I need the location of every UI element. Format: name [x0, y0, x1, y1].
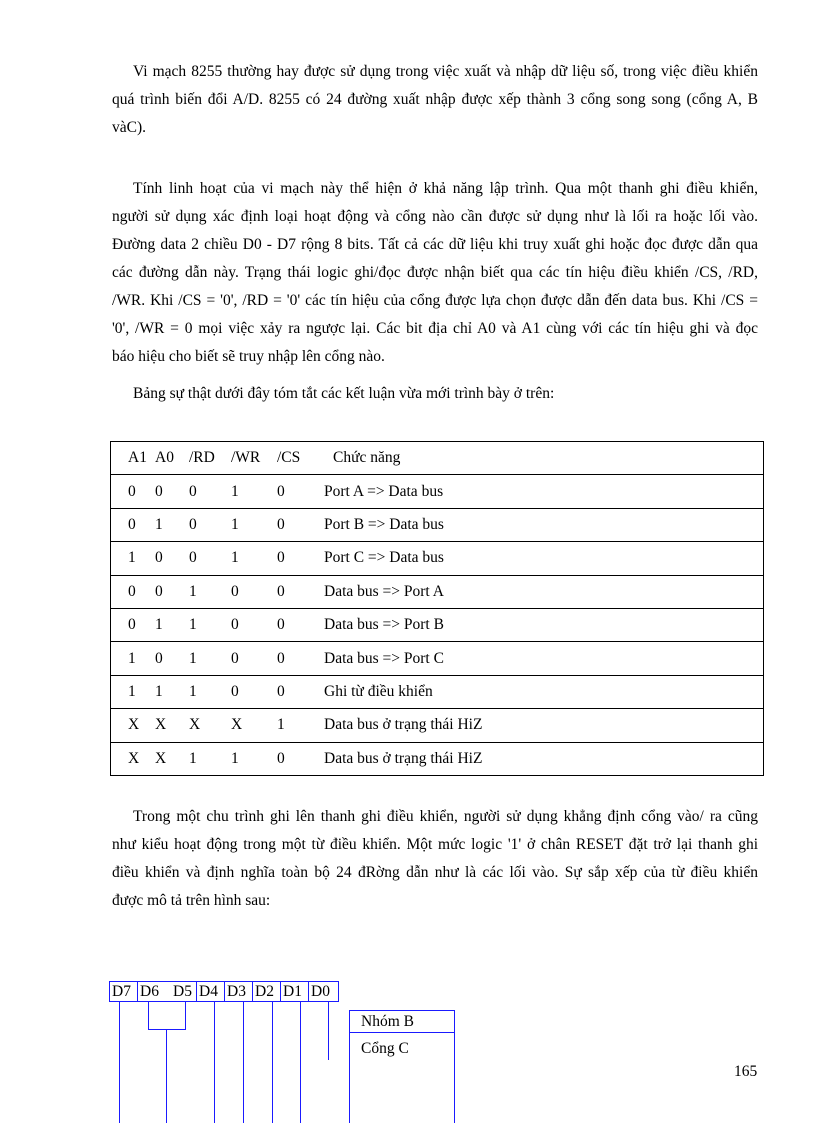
cell-rd: 0 [189, 542, 231, 575]
table-row [111, 675, 764, 708]
cell-cs: 0 [277, 675, 324, 708]
table-row [111, 742, 764, 775]
cell-a0: 0 [155, 542, 189, 575]
cell-cs: 0 [277, 642, 324, 675]
cell-rd: 0 [189, 475, 231, 508]
cell-a1: 0 [111, 475, 156, 508]
control-line-1: Trong một chu trình ghi lên thanh ghi điều khiển, người sử dụng khẳng định cổng vào/ ra cũng [133, 808, 758, 825]
intro-paragraph [112, 58, 758, 142]
cell-rd: 0 [189, 508, 231, 541]
group-b-title: Nhóm B [350, 1010, 454, 1033]
d3-line [243, 1002, 244, 1123]
cell-a0: X [155, 709, 189, 742]
mode-a-line [166, 1029, 167, 1123]
cell-a1: 0 [111, 575, 156, 608]
bit-d2: D2 [253, 982, 281, 1001]
d1-line [300, 1002, 301, 1123]
table-header-row [111, 442, 764, 475]
cell-function: Data bus => Port B [324, 608, 764, 641]
cell-function: Data bus ở trạng thái HiZ [324, 709, 764, 742]
cell-a1: 0 [111, 508, 156, 541]
bit-d6: D6 [140, 983, 159, 1000]
table-row [111, 642, 764, 675]
flex-line-6: '0', /WR = 0 mọi việc xảy ra ngược lại. Các bit địa chỉ A0 và A1 cùng với các tín hiệu ghi và đọc [112, 320, 758, 337]
d2-line [272, 1002, 273, 1123]
cell-wr: 0 [231, 642, 277, 675]
cell-a1: 1 [111, 642, 156, 675]
cell-cs: 0 [277, 508, 324, 541]
cell-a0: X [155, 742, 189, 775]
header-a1: A1 [111, 442, 156, 475]
cell-cs: 0 [277, 742, 324, 775]
table-row [111, 475, 764, 508]
flex-line-3: Đường data 2 chiều D0 - D7 rộng 8 bits. Tất cả các dữ liệu khi truy xuất ghi hoặc đọc được dẫn qua [112, 236, 758, 253]
cell-function: Port B => Data bus [324, 508, 764, 541]
cell-a1: 1 [111, 542, 156, 575]
d4-line [214, 1002, 215, 1123]
header-a0: A0 [155, 442, 189, 475]
cell-a0: 0 [155, 475, 189, 508]
cell-a0: 1 [155, 675, 189, 708]
cell-function: Data bus => Port A [324, 575, 764, 608]
cell-a1: 0 [111, 608, 156, 641]
cell-rd: X [189, 709, 231, 742]
cell-cs: 0 [277, 475, 324, 508]
bit-d4: D4 [197, 982, 225, 1001]
cell-a0: 0 [155, 642, 189, 675]
flexibility-paragraph [112, 175, 758, 371]
bit-d0: D0 [311, 983, 330, 1000]
cell-wr: 1 [231, 542, 277, 575]
bit-d5: D5 [167, 982, 197, 1001]
cell-function: Data bus ở trạng thái HiZ [324, 742, 764, 775]
flex-line-7: báo hiệu cho biết sẽ truy nhập lên cổng nào. [112, 348, 385, 365]
cell-rd: 1 [189, 742, 231, 775]
control-line-4: được mô tả trên hình sau: [112, 892, 271, 909]
control-line-3: điều khiển và định nghĩa toàn bộ 24 đRờng dẫn như là các lối vào. Sự sắp xếp của từ điều khiển [112, 864, 758, 881]
flex-line-1: Tính linh hoạt của vi mạch này thể hiện ở khả năng lập trình. Qua một thanh ghi điều khiển, [133, 180, 758, 197]
cell-a0: 1 [155, 608, 189, 641]
header-function-label: Chức năng [333, 449, 401, 467]
page-number: 165 [734, 1063, 758, 1080]
cell-cs: 1 [277, 709, 324, 742]
table-row [111, 709, 764, 742]
header-wr: /WR [231, 442, 277, 475]
d7-line [119, 1002, 120, 1123]
table-row [111, 608, 764, 641]
cell-a0: 0 [155, 575, 189, 608]
bit-d3: D3 [225, 982, 253, 1001]
d5-line [185, 1002, 186, 1029]
table-intro [112, 380, 758, 408]
cell-rd: 1 [189, 575, 231, 608]
cell-wr: 0 [231, 608, 277, 641]
bit-d1: D1 [281, 982, 309, 1001]
header-cs: /CS [277, 442, 324, 475]
table-row [111, 575, 764, 608]
intro-line-2: quá trình biến đổi A/D. 8255 có 24 đường xuất nhập được xếp thành 3 cổng song song (cổng A, B [112, 91, 758, 108]
cell-wr: 0 [231, 575, 277, 608]
cell-rd: 1 [189, 675, 231, 708]
flex-line-4: các đường dẫn này. Trạng thái logic ghi/đọc được nhận biết qua các tín hiệu điều khiển /CS, /RD, [112, 264, 758, 281]
cell-wr: 1 [231, 508, 277, 541]
cell-cs: 0 [277, 542, 324, 575]
cell-a1: 1 [111, 675, 156, 708]
d6-d5-bracket [148, 1029, 186, 1030]
d6-line [148, 1002, 149, 1029]
d0-line [328, 1002, 329, 1060]
table-row [111, 508, 764, 541]
table-intro-text: Bảng sự thật dưới đây tóm tắt các kết luận vừa mới trình bày ở trên: [133, 385, 555, 402]
bit-d7: D7 [110, 982, 138, 1001]
cell-function: Data bus => Port C [324, 642, 764, 675]
cell-a0: 1 [155, 508, 189, 541]
cell-wr: X [231, 709, 277, 742]
truth-table [110, 441, 764, 776]
control-word-bits [109, 981, 339, 1002]
cell-cs: 0 [277, 575, 324, 608]
cell-function: Ghi từ điều khiển [324, 675, 764, 708]
intro-line-3: vàC). [112, 119, 147, 136]
header-rd: /RD [189, 442, 231, 475]
cell-wr: 1 [231, 475, 277, 508]
cell-function: Port A => Data bus [324, 475, 764, 508]
header-function [324, 442, 764, 475]
cell-rd: 1 [189, 608, 231, 641]
control-word-paragraph [112, 803, 758, 915]
flex-line-2: người sử dụng xác định loại hoạt động và cổng nào cần được sử dụng như là lối ra hoặc lối vào. [112, 208, 758, 225]
table-row [111, 542, 764, 575]
group-b-box [349, 1010, 455, 1123]
cell-a1: X [111, 709, 156, 742]
cell-wr: 1 [231, 742, 277, 775]
cell-a1: X [111, 742, 156, 775]
cell-function: Port C => Data bus [324, 542, 764, 575]
cell-wr: 0 [231, 675, 277, 708]
intro-line-1: Vi mạch 8255 thường hay được sử dụng trong việc xuất và nhập dữ liệu số, trong việc điều khiển [133, 63, 758, 80]
cell-cs: 0 [277, 608, 324, 641]
port-c-label: Cổng C [361, 1040, 409, 1057]
cell-rd: 1 [189, 642, 231, 675]
flex-line-5: /WR. Khi /CS = '0', /RD = '0' các tín hiệu của cổng được lựa chọn được dẫn đến data bus. Khi /CS = [112, 292, 758, 309]
control-line-2: như kiểu hoạt động trong một từ điều khiển. Một mức logic '1' ở chân RESET đặt trở lại thanh ghi [112, 836, 758, 853]
